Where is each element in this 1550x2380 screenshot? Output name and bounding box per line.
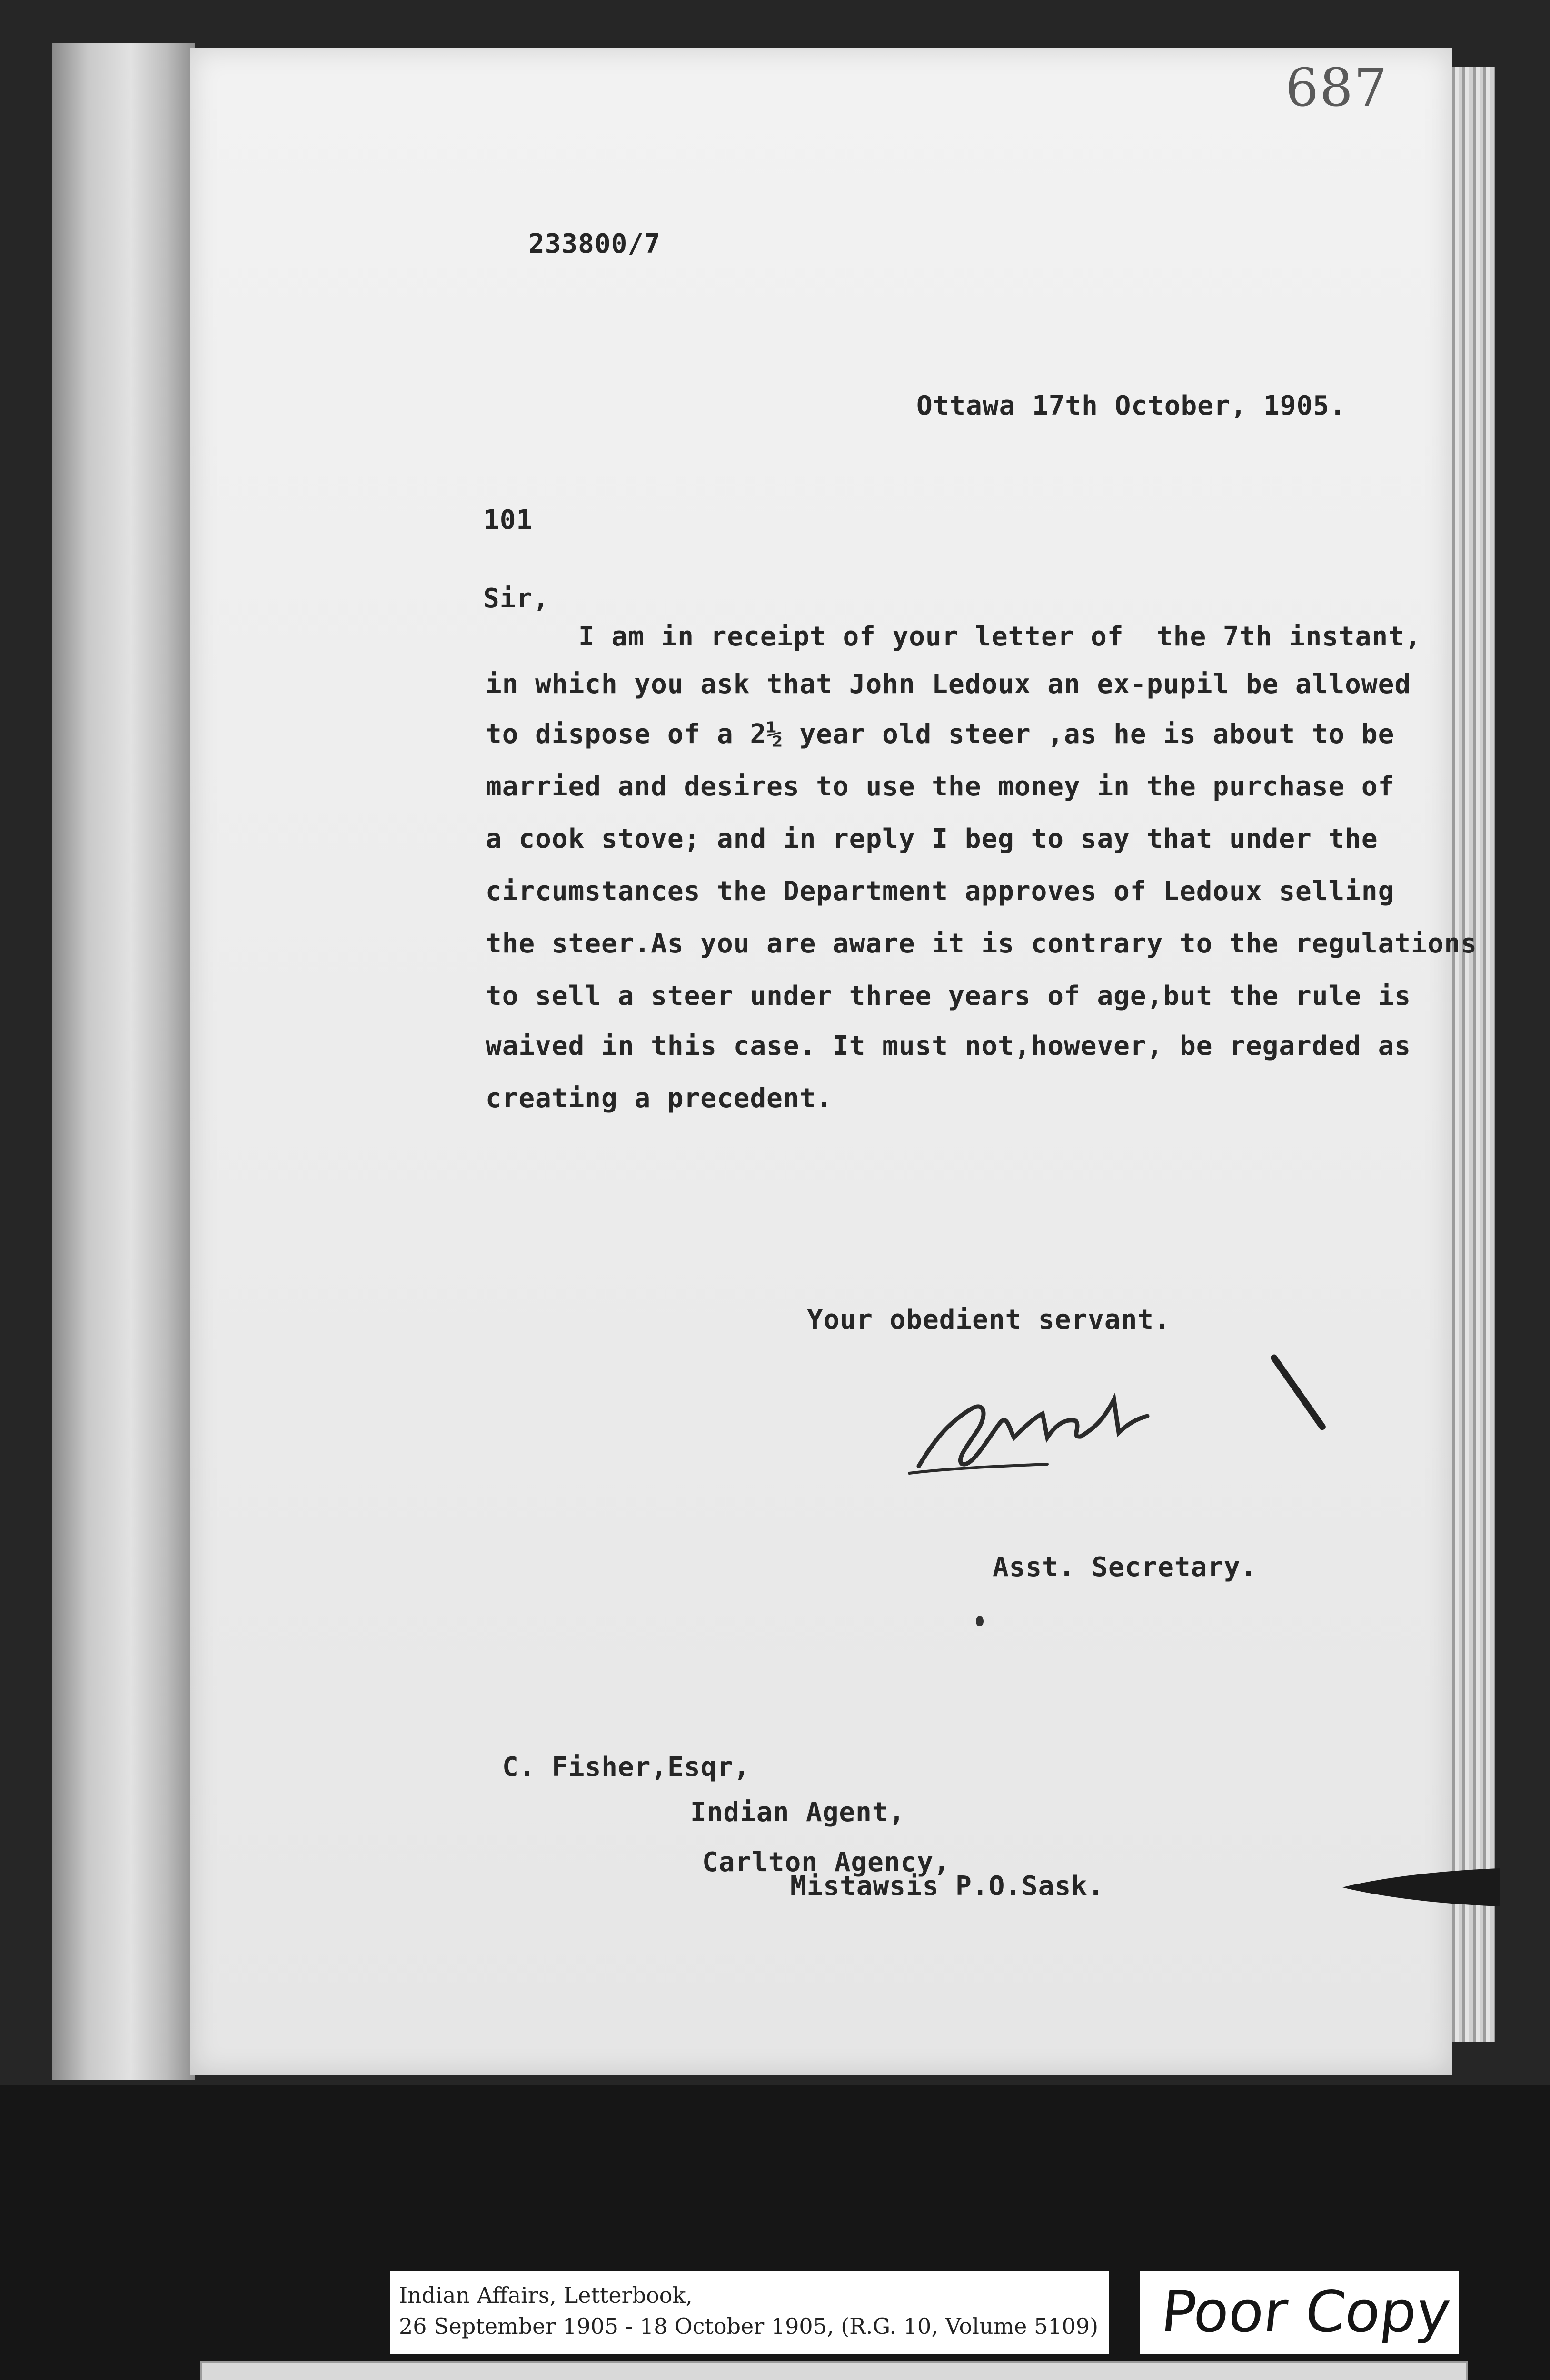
folio-number: 687 bbox=[1285, 57, 1388, 118]
body-line: to sell a steer under three years of age,but the rule is bbox=[486, 981, 1411, 1012]
body-line: waived in this case. It must not,however, be regarded as bbox=[486, 1031, 1411, 1061]
addressee-post-office: Mistawsis P.O.Sask. bbox=[790, 1871, 1104, 1902]
closing: Your obedient servant. bbox=[807, 1304, 1171, 1335]
body-line: to dispose of a 2½ year old steer ,as he is about to be bbox=[486, 719, 1395, 750]
poor-copy-text: Poor Copy bbox=[1158, 2279, 1454, 2345]
body-line: a cook stove; and in reply I beg to say that under the bbox=[486, 823, 1378, 854]
addressee-title: Indian Agent, bbox=[690, 1797, 905, 1828]
poor-copy-label bbox=[1140, 2271, 1459, 2354]
file-reference: 233800/7 bbox=[528, 228, 661, 259]
body-line: in which you ask that John Ledoux an ex-pupil be allowed bbox=[486, 669, 1411, 700]
signatory-title: Asst. Secretary. bbox=[993, 1552, 1257, 1583]
body-line: creating a precedent. bbox=[486, 1083, 833, 1114]
dateline: Ottawa 17th October, 1905. bbox=[916, 390, 1346, 421]
body-line: circumstances the Department approves of Ledoux selling bbox=[486, 876, 1395, 907]
body-line: the steer.As you are aware it is contrary to the regulations bbox=[486, 928, 1477, 959]
file-number: 101 bbox=[483, 505, 533, 536]
signature bbox=[904, 1371, 1152, 1485]
body-line: married and desires to use the money in the purchase of bbox=[486, 771, 1395, 802]
page-pointer bbox=[1342, 1866, 1500, 1909]
body-line: I am in receipt of your letter of the 7th instant, bbox=[578, 621, 1421, 652]
addressee-name: C. Fisher,Esqr, bbox=[502, 1752, 750, 1783]
book-page-edges-left bbox=[52, 43, 195, 2080]
addressee-agency: Carlton Agency, bbox=[702, 1847, 950, 1878]
salutation: Sir, bbox=[483, 583, 549, 614]
label-line-2: 26 September 1905 - 18 October 1905, (R.G. 10, Volume 5109) bbox=[399, 2313, 1099, 2339]
letter-page bbox=[190, 48, 1452, 2075]
archives-stamp-card bbox=[200, 2361, 1468, 2380]
label-line-1: Indian Affairs, Letterbook, bbox=[399, 2282, 693, 2308]
ink-dot bbox=[976, 1616, 984, 1626]
collection-label bbox=[390, 2271, 1109, 2354]
